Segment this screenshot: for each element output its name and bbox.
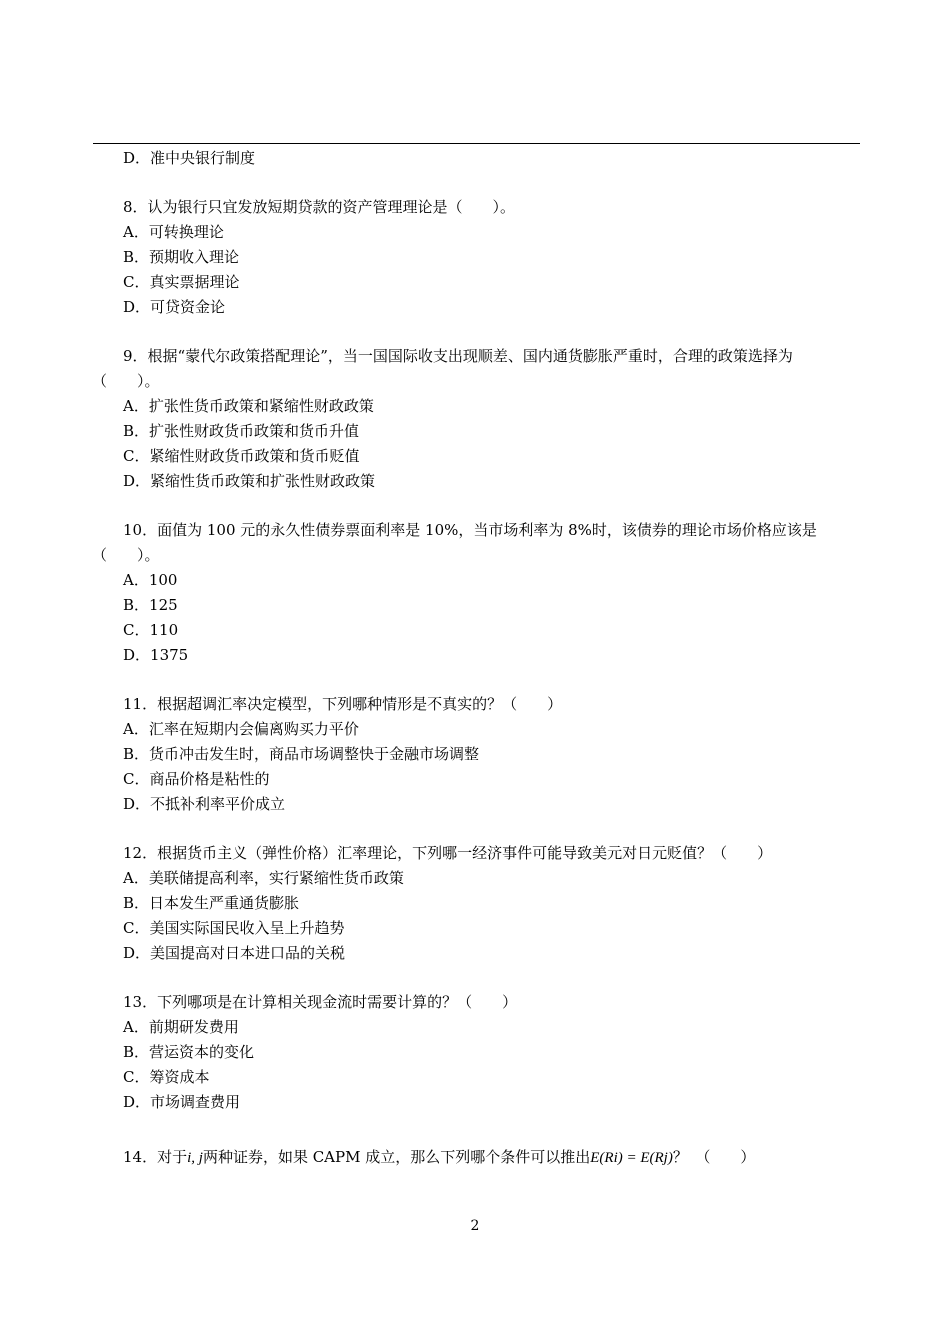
- q13-option-b: B．营运资本的变化: [123, 1043, 255, 1061]
- q9-option-b: B．扩张性财政货币政策和货币升值: [123, 422, 360, 440]
- q12-option-d: D．美国提高对日本进口品的关税: [123, 944, 346, 962]
- page-number: 2: [470, 1218, 480, 1234]
- q8-option-b: B．预期收入理论: [123, 248, 240, 266]
- q9-option-c: C．紧缩性财政货币政策和货币贬值: [123, 447, 360, 465]
- q13-option-c: C．筹资成本: [123, 1068, 210, 1086]
- q13-stem: 13．下列哪项是在计算相关现金流时需要计算的？（ ）: [123, 993, 518, 1011]
- q14-stem-middle: 两种证券，如果 CAPM 成立，那么下列哪个条件可以推出: [202, 1148, 591, 1166]
- q9-option-d: D．紧缩性货币政策和扩张性财政政策: [123, 472, 376, 490]
- q14-formula: E(Ri) = E(Rj): [590, 1150, 673, 1166]
- question-8: [92, 195, 860, 320]
- question-14: [92, 1145, 860, 1170]
- q10-stem: 10．面值为 100 元的永久性债券票面利率是 10%，当市场利率为 8%时，该债券的理论市场价格应该是（ ）。: [92, 521, 817, 564]
- q8-option-a: A．可转换理论: [123, 223, 224, 241]
- question-12: [92, 841, 860, 966]
- q14-stem-prefix: 14．对于: [123, 1148, 188, 1166]
- q8-stem: 8．认为银行只宜发放短期贷款的资产管理理论是（ ）。: [123, 198, 516, 216]
- q11-option-d: D．不抵补利率平价成立: [123, 795, 286, 813]
- q7-option-d: D．准中央银行制度: [123, 149, 256, 167]
- q14-stem-suffix: ？ （ ）: [672, 1148, 756, 1166]
- q13-option-a: A．前期研发费用: [123, 1018, 239, 1036]
- q12-option-c: C．美国实际国民收入呈上升趋势: [123, 919, 345, 937]
- q8-option-d: D．可贷资金论: [123, 298, 226, 316]
- q9-option-a: A．扩张性货币政策和紧缩性财政政策: [123, 397, 374, 415]
- question-13: [92, 990, 860, 1115]
- q13-option-d: D．市场调查费用: [123, 1093, 241, 1111]
- q12-stem: 12．根据货币主义（弹性价格）汇率理论，下列哪一经济事件可能导致美元对日元贬值？（ ）: [123, 844, 773, 862]
- q12-option-a: A．美联储提高利率，实行紧缩性货币政策: [123, 869, 404, 887]
- q10-option-b: B．125: [123, 596, 178, 614]
- question-11: [92, 692, 860, 817]
- q9-stem: 9．根据“蒙代尔政策搭配理论”，当一国国际收支出现顺差、国内通货膨胀严重时，合理的政策选择为（ ）。: [92, 347, 793, 390]
- q10-option-a: A．100: [123, 571, 178, 589]
- q12-option-b: B．日本发生严重通货膨胀: [123, 894, 300, 912]
- q14-variables: i, j: [187, 1150, 203, 1166]
- exam-content: [92, 146, 860, 1170]
- q11-option-c: C．商品价格是粘性的: [123, 770, 270, 788]
- q8-option-c: C．真实票据理论: [123, 273, 240, 291]
- q10-option-c: C．110: [123, 621, 179, 639]
- q11-option-a: A．汇率在短期内会偏离购买力平价: [123, 720, 359, 738]
- question-9: [92, 344, 860, 494]
- q14-stem: [92, 1145, 860, 1170]
- q10-option-d: D．1375: [123, 646, 189, 664]
- q11-option-b: B．货币冲击发生时，商品市场调整快于金融市场调整: [123, 745, 480, 763]
- question-10: [92, 518, 860, 668]
- q11-stem: 11．根据超调汇率决定模型，下列哪种情形是不真实的？（ ）: [123, 695, 563, 713]
- header-rule: [93, 143, 860, 144]
